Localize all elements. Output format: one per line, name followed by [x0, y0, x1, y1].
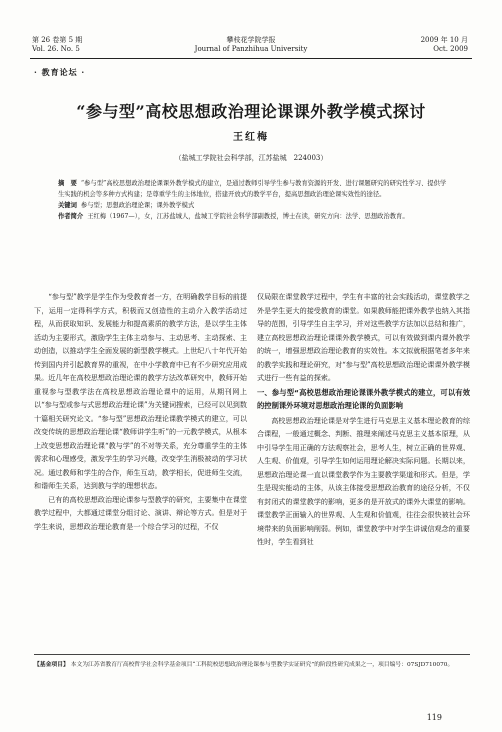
- body-paragraph: 已有的高校思想政治理论课参与型教学的研究，主要集中在课堂教学过程中，大都通过课堂分组讨论、演讲、辩论等方式。但是对于学生来说，思想政治理论教育是一个综合学习的过程，不仅: [34, 494, 247, 531]
- journal-name-en: Journal of Panzhihua University: [194, 45, 308, 53]
- volume-issue-zh: 第 26 卷第 5 期: [32, 36, 83, 44]
- footnote-divider: [34, 654, 470, 655]
- author-intro-paragraph: [58, 211, 448, 222]
- keywords-text: 参与型；思想政治理论课；课外教学模式: [80, 202, 195, 209]
- article-title: “参与型”高校思想政治理论课课外教学模式探讨: [76, 102, 426, 121]
- journal-name-zh: 攀枝花学院学报: [226, 36, 276, 44]
- footnote-label: 【基金项目】: [34, 662, 69, 668]
- article-author: 王红梅: [233, 132, 269, 143]
- author-intro-label: 作者简介: [58, 213, 84, 220]
- body-column-right: [257, 290, 470, 549]
- footnote: [34, 660, 470, 671]
- abstract-text: “参与型”高校思想政治理论课课外教学模式的建立，是通过教师引导学生参与教育资源的开发、进行课题研究的研究性学习、提供学生实践的机会等多种方式构建；是尊重学生的主体地位，搭建开放式的教学平台，提高思想政治理论课实效性的途径。: [58, 180, 447, 198]
- volume-issue-en: Vol. 26. No. 5: [32, 45, 80, 53]
- author-intro-text: 王红梅（1967—），女，江苏盐城人，盐城工学院社会科学部副教授，博士在读，研究方向：法学、思想政治教育。: [87, 213, 409, 220]
- keywords-paragraph: [58, 200, 448, 211]
- abstract-label: 摘 要: [58, 180, 77, 187]
- body-paragraph: “参与型”教学是学生作为受教育者一方，在明确教学目标的前提下，运用一定得科学方式，积极而又创造性的主动介入教学活动过程，从而获取知识、发展能力和提高素质的教学方法，是以学生主体活动为主要形式，激励学生主体主动参与、主动思考、主动探索、主动创造，以推动学生全面发展的新型教学模式。上世纪八十年代开始传到国内并引起教育界的重视，在中小学教育中已有不少研究应用成果。近几年在高校思想政治理论课的教学方法改革研究中，教师开始重视参与型教学法在高校思想政治理论课中的运用，从期刊网上以“参与型或参与式思想政治理论课”为关键词搜索，已经可以见到数十篇相关研究论文。“参与型”思想政治理论课教学模式的建立，可以改变传统的思想政治理论课“教师讲学生听”的一元教学模式，从根本上改变思想政治理论课“教与学”的不对等关系，充分尊重学生的主体需求和心理感受，激发学生的学习兴趣，改变学生消极被动的学习状况。通过教师和学生的合作，师生互动，教学相长，促进师生交流，和谐师生关系，达到教与学的理想状态。: [34, 292, 247, 490]
- date-zh: 2009 年 10 月: [420, 36, 468, 44]
- section-tag: · 教育论坛 ·: [34, 67, 86, 77]
- abstract-block: [58, 178, 448, 222]
- journal-date: [421, 36, 468, 54]
- footnote-text: 本文为江苏省教育厅高校哲学社会科学基金项目“工科院校思想政治理论课参与型教学实证研究”的阶段性研究成果之一，项目编号：07SJD710070。: [70, 662, 454, 668]
- date-en: Oct. 2009: [433, 45, 468, 53]
- section-heading: 一、参与型“高校思想政治理论课课外教学模式的建立，可以有效的控制课外环境对思想政治理论课的负面影响: [257, 387, 470, 410]
- page-number: 119: [426, 713, 442, 722]
- body-paragraph: 仅局限在课堂教学过程中，学生有丰富的社会实践活动，课堂教学之外是学生更大的接受教育的课堂。如果教师能把课外教学也纳入其指导的范围，引导学生自主学习，并对这些教学方法加以总结和推广，建立高校思想政治理论课课外教学模式，可以有效做到课内课外教学的统一，增强思想政治理论教育的实效性。本文拟就根据笔者多年来的教学实践和理论研究，对“参与型”高校思想政治理论课课外教学模式进行一些有益的探索。: [257, 292, 470, 382]
- keywords-label: 关键词: [58, 202, 77, 209]
- author-affiliation: （盐城工学院社会科学部，江苏盐城 224003）: [174, 154, 328, 162]
- header-divider: [30, 58, 472, 59]
- body-column-left: [34, 290, 247, 533]
- abstract-paragraph: [58, 178, 448, 200]
- body-paragraph: 高校思想政治理论课是对学生进行马克思主义基本理论教育的综合课程，一般通过概念、判断、推理来阐述马克思主义基本原理，从中引导学生用正确的方法观察社会，思考人生，树立正确的世界观、人生观、价值观，引导学生如何运用理论解决实际问题。长期以来，思想政治理论课一直以课堂教学作为主要教学渠道和形式。但是，学生是现实能动的主体，从该主体接受思想政治教育的途径分析，不仅有封闭式的课堂教学的影响，更多的是开放式的课外大课堂的影响。课堂教学正面输入的世界观、人生观和价值观，往往会很快被社会环境带来的负面影响削弱。例如，课堂教学中对学生讲诚信观念的重要性时，学生看到社: [257, 415, 470, 546]
